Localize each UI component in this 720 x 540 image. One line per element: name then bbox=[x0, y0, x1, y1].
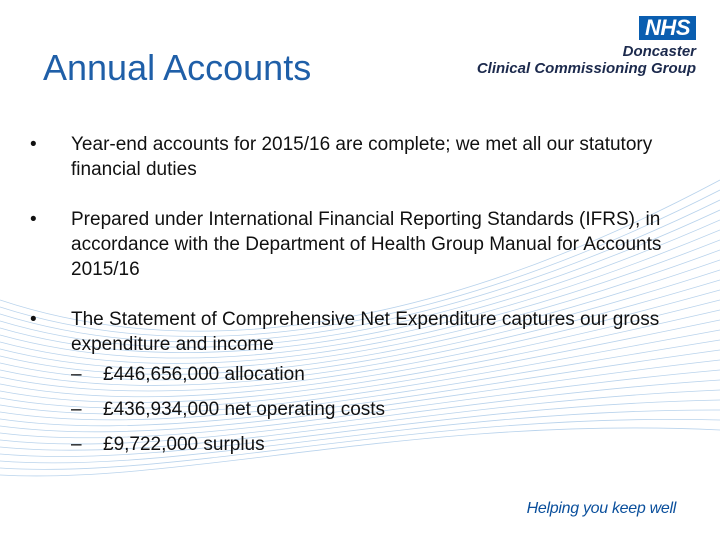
tagline: Helping you keep well bbox=[526, 500, 676, 517]
bullet-marker: • bbox=[30, 309, 37, 330]
bullet-item bbox=[28, 307, 688, 462]
sub-bullet-item bbox=[71, 427, 688, 462]
bullet-text: The Statement of Comprehensive Net Expenditure captures our gross expenditure and income bbox=[71, 309, 660, 355]
bullet-item bbox=[28, 207, 688, 282]
dash-marker: – bbox=[71, 434, 82, 455]
page-title: Annual Accounts bbox=[43, 47, 312, 88]
bullet-text: Year-end accounts for 2015/16 are complete; we met all our statutory financial duties bbox=[71, 134, 653, 180]
sub-bullet-list bbox=[71, 357, 688, 462]
bullet-marker: • bbox=[30, 209, 37, 230]
dash-marker: – bbox=[71, 364, 82, 385]
sub-bullet-text: £446,656,000 allocation bbox=[103, 364, 305, 385]
bullet-text: Prepared under International Financial Reporting Standards (IFRS), in accordance with the Department of Health Group Manual for Accounts 2015/16 bbox=[71, 209, 662, 280]
dash-marker: – bbox=[71, 399, 82, 420]
org-name-line1: Doncaster bbox=[622, 43, 696, 60]
sub-bullet-item bbox=[71, 392, 688, 427]
org-name-line2: Clinical Commissioning Group bbox=[476, 60, 696, 77]
sub-bullet-item bbox=[71, 357, 688, 392]
nhs-logo bbox=[477, 16, 696, 77]
bullet-marker: • bbox=[30, 134, 37, 155]
sub-bullet-text: £9,722,000 surplus bbox=[103, 434, 265, 455]
nhs-badge: NHS bbox=[639, 16, 696, 40]
sub-bullet-text: £436,934,000 net operating costs bbox=[103, 399, 386, 420]
bullet-item bbox=[28, 132, 688, 182]
bullet-list bbox=[28, 132, 688, 487]
